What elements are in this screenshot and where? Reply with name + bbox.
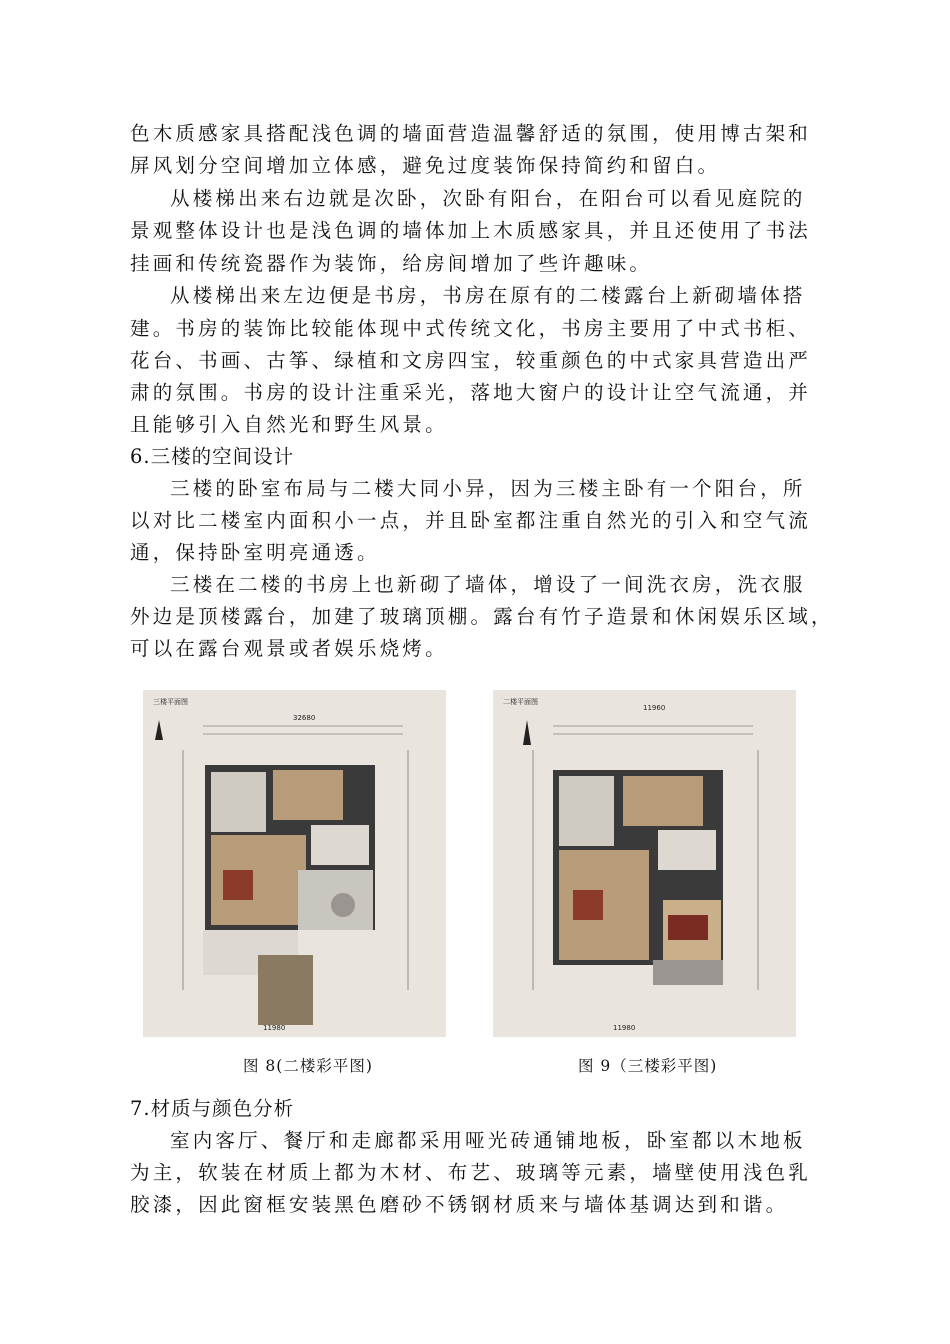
text-line: 花台、书画、古筝、绿植和文房四宝，较重颜色的中式家具营造出严 [130,349,812,372]
text-line: 通，保持卧室明亮通透。 [130,541,380,564]
text-line: 室内客厅、餐厅和走廊都采用哑光砖通铺地板，卧室都以木地板 [170,1129,806,1152]
floor-plan-image-left [143,690,446,1037]
plan-title: 三楼平面图 [153,698,188,706]
dimension-label: 11980 [613,1024,636,1032]
text-line: 从楼梯出来左边便是书房，书房在原有的二楼露台上新砌墙体搭 [170,284,806,307]
section-heading-6: 6.三楼的空间设计 [130,445,295,468]
text-line: 肃的氛围。书房的设计注重采光，落地大窗户的设计让空气流通，并 [130,381,812,404]
text-line: 三楼在二楼的书房上也新砌了墙体，增设了一间洗衣房，洗衣服 [170,573,806,596]
text-line: 从楼梯出来右边就是次卧，次卧有阳台，在阳台可以看见庭院的 [170,187,806,210]
text-line: 以对比二楼室内面积小一点，并且卧室都注重自然光的引入和空气流 [130,509,812,532]
text-line: 景观整体设计也是浅色调的墙体加上木质感家具，并且还使用了书法 [130,219,812,242]
figure-caption-left: 图 8(二楼彩平图) [243,1057,373,1075]
text-line: 建。书房的装饰比较能体现中式传统文化，书房主要用了中式书柜、 [130,317,812,340]
text-line: 为主，软装在材质上都为木材、布艺、玻璃等元素，墙壁使用浅色乳 [130,1161,812,1184]
figure-caption-right: 图 9（三楼彩平图) [578,1057,718,1075]
section-heading-7: 7.材质与颜色分析 [130,1097,295,1120]
text-line: 外边是顶楼露台，加建了玻璃顶棚。露台有竹子造景和休闲娱乐区域， [130,605,834,628]
dimension-label: 11960 [643,704,666,712]
dimension-label: 11980 [263,1024,286,1032]
plan-title: 二楼平面图 [503,698,538,706]
text-line: 色木质感家具搭配浅色调的墙面营造温馨舒适的氛围，使用博古架和 [130,122,812,145]
text-line: 三楼的卧室布局与二楼大同小异，因为三楼主卧有一个阳台，所 [170,477,806,500]
text-line: 挂画和传统瓷器作为装饰，给房间增加了些许趣味。 [130,252,653,275]
text-line: 且能够引入自然光和野生风景。 [130,413,448,436]
text-line: 屏风划分空间增加立体感，避免过度装饰保持简约和留白。 [130,154,721,177]
text-line: 可以在露台观景或者娱乐烧烤。 [130,637,448,660]
text-line: 胶漆，因此窗框安装黑色磨砂不锈钢材质来与墙体基调达到和谐。 [130,1193,789,1216]
floor-plan-image-right [493,690,796,1037]
dimension-label: 32680 [293,714,316,722]
